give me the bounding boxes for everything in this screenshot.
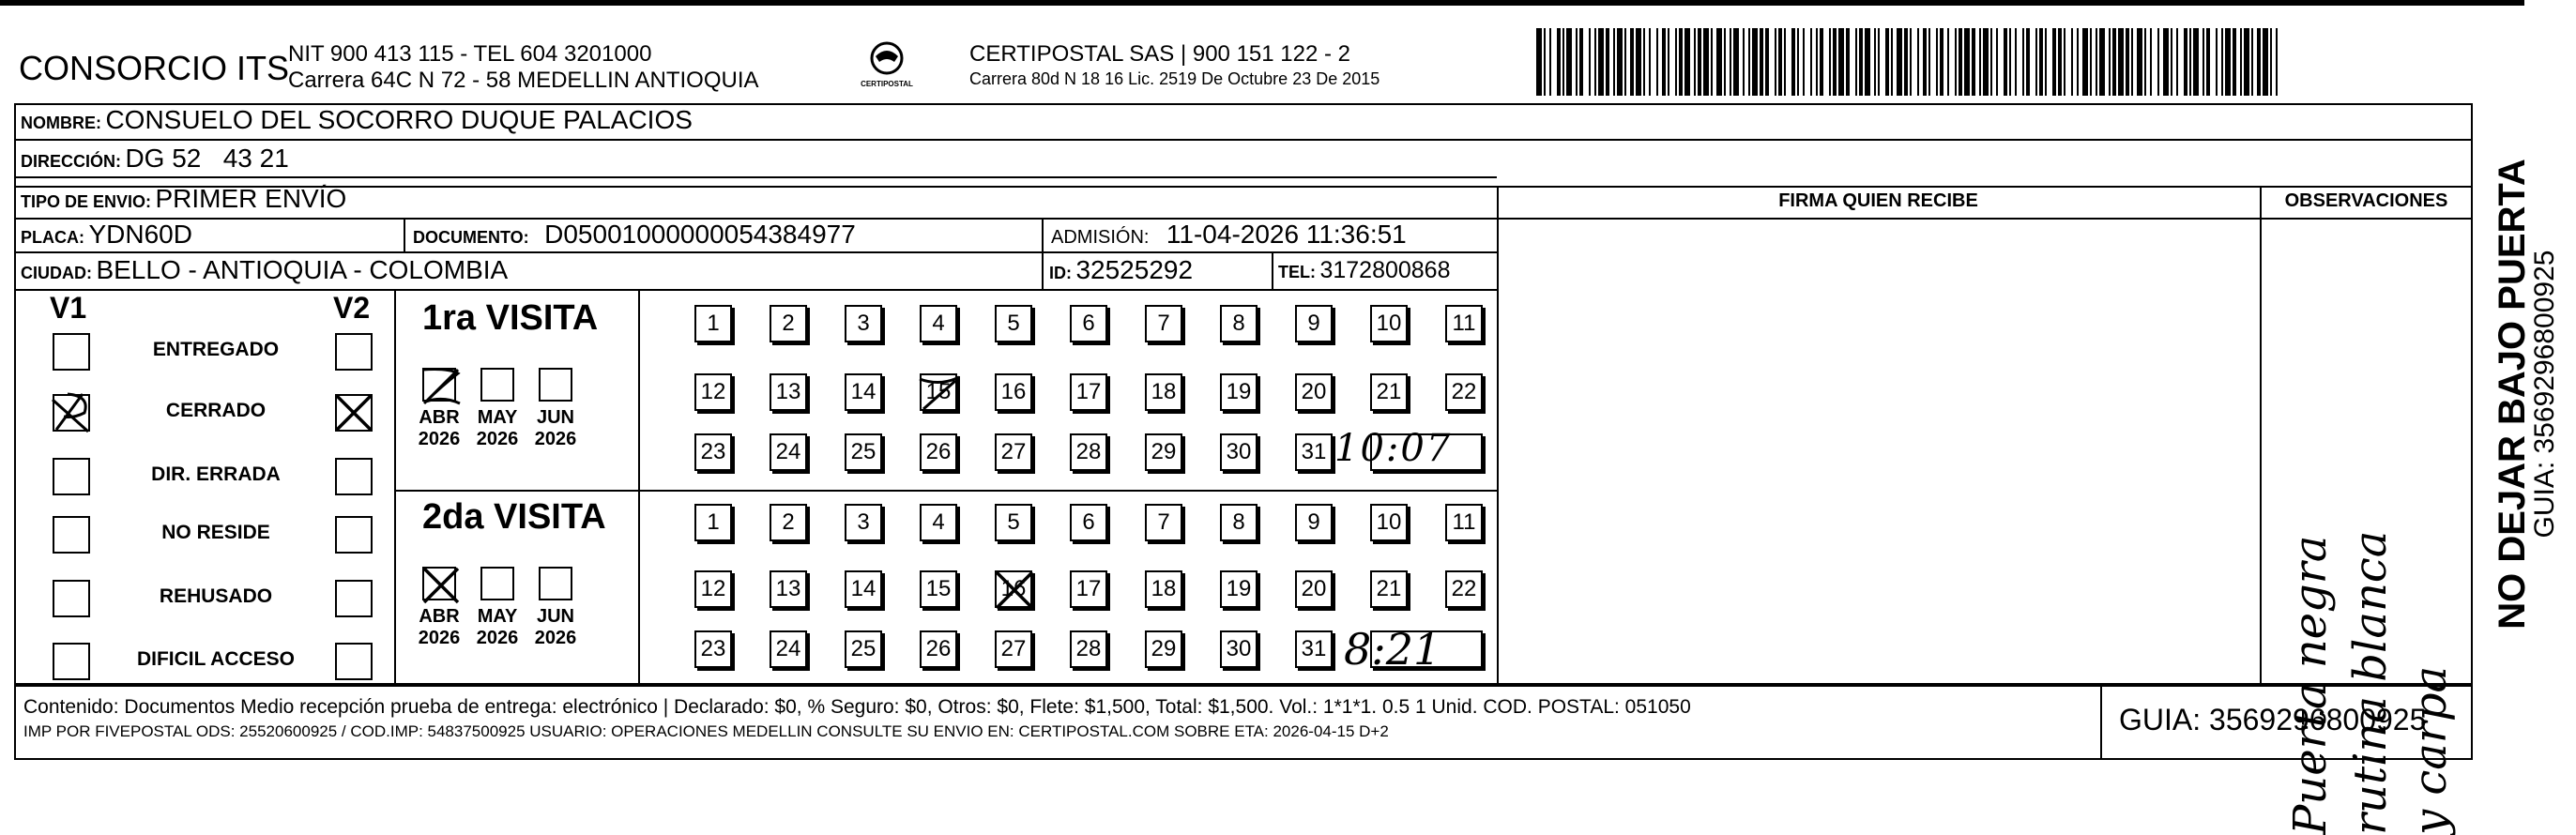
barcode-bar xyxy=(1928,28,1930,96)
barcode-bar xyxy=(2203,28,2204,96)
day-box[interactable]: 11 xyxy=(1445,504,1483,541)
barcode-bar xyxy=(1694,28,1696,96)
barcode-bar xyxy=(2015,28,2017,96)
barcode-bar xyxy=(1791,28,1795,96)
day-box[interactable]: 15 xyxy=(920,570,957,608)
barcode-bar xyxy=(1891,28,1893,96)
nombre-row xyxy=(21,105,693,135)
barcode-bar xyxy=(2126,28,2129,96)
barcode-bar xyxy=(1797,28,1799,96)
observation-line-2: rutina blanca xyxy=(2344,530,2397,835)
barcode-bar xyxy=(1897,28,1902,96)
barcode-bar xyxy=(2184,28,2187,96)
barcode-bar xyxy=(1752,28,1758,96)
barcode-bar xyxy=(1579,28,1583,96)
barcode-bar xyxy=(1656,28,1658,96)
status-option-label: DIR. ERRADA xyxy=(151,463,281,485)
barcode-bar xyxy=(1990,28,1992,96)
barcode-bar xyxy=(1675,28,1677,96)
barcode-bar xyxy=(1947,28,1949,96)
day-box[interactable]: 2 xyxy=(770,305,807,342)
v1-checkbox[interactable] xyxy=(53,580,90,617)
day-box[interactable]: 12 xyxy=(694,570,732,608)
ciudad-label: CIUDAD: xyxy=(21,264,92,282)
barcode-bar xyxy=(2221,28,2223,96)
courier-address: Carrera 80d N 18 16 Lic. 2519 De Octubre 23 De 2015 xyxy=(969,69,1380,88)
barcode-bar xyxy=(1778,28,1782,96)
barcode-bar xyxy=(1684,28,1690,96)
day-box[interactable]: 11 xyxy=(1445,305,1483,342)
second-visit-time: 8:21 xyxy=(1344,624,1441,675)
barcode-bar xyxy=(1760,28,1763,96)
day-box[interactable]: 29 xyxy=(1145,630,1182,668)
barcode-bar xyxy=(1536,28,1542,96)
day-box[interactable]: 18 xyxy=(1145,373,1182,411)
day-box[interactable]: 30 xyxy=(1220,433,1258,471)
barcode-bar xyxy=(1698,28,1701,96)
barcode-bar xyxy=(2131,28,2133,96)
day-box[interactable]: 19 xyxy=(1220,373,1258,411)
day-box[interactable]: 10 xyxy=(1370,504,1408,541)
barcode-bar xyxy=(1878,28,1880,96)
ciudad-row xyxy=(21,255,508,285)
barcode-bar xyxy=(1606,28,1609,96)
v2-checkbox[interactable] xyxy=(335,333,373,371)
v1-checkbox[interactable] xyxy=(53,333,90,371)
day-box[interactable]: 5 xyxy=(995,305,1032,342)
barcode-bar xyxy=(2233,28,2236,96)
day-box[interactable]: 22 xyxy=(1445,373,1483,411)
barcode-bar xyxy=(1643,28,1645,96)
tel-label: TEL: xyxy=(1278,263,1316,281)
barcode-bar xyxy=(1743,28,1745,96)
day-box[interactable]: 23 xyxy=(694,630,732,668)
barcode xyxy=(1536,28,2287,96)
day-box[interactable]: 29 xyxy=(1145,433,1182,471)
certipostal-logo xyxy=(849,38,924,94)
barcode-bar xyxy=(1716,28,1722,96)
barcode-bar xyxy=(1833,28,1837,96)
day-box[interactable]: 3 xyxy=(845,305,882,342)
id-value: 32525292 xyxy=(1075,255,1194,284)
footer-imp: IMP POR FIVEPOSTAL ODS: 25520600925 / COD.IMP: 54837500925 USUARIO: OPERACIONES MEDELLIN CONSULTE SU ENVIO EN: CERTIPOSTAL.COM SOBRE ETA: 2026-04-15 D+2 xyxy=(23,722,1389,740)
svg-text:CERTIPOSTAL: CERTIPOSTAL xyxy=(861,80,913,88)
barcode-bar xyxy=(2082,28,2088,96)
placa-value: YDN60D xyxy=(88,220,192,249)
month-checkbox[interactable] xyxy=(422,368,456,402)
barcode-bar xyxy=(1972,28,1975,96)
day-box[interactable]: 19 xyxy=(1220,570,1258,608)
barcode-bar xyxy=(1829,28,1831,96)
nombre-label: NOMBRE: xyxy=(21,114,101,132)
barcode-bar xyxy=(1855,28,1857,96)
day-box[interactable]: 16 xyxy=(995,570,1032,608)
tipo-row xyxy=(21,184,346,214)
day-box[interactable]: 25 xyxy=(845,630,882,668)
barcode-bar xyxy=(1557,28,1561,96)
barcode-bar xyxy=(1765,28,1769,96)
admision-value: 11-04-2026 11:36:51 xyxy=(1166,220,1407,249)
barcode-bar xyxy=(1803,28,1805,96)
day-box[interactable]: 31 xyxy=(1295,433,1333,471)
day-box[interactable]: 26 xyxy=(920,630,957,668)
v1-checkbox[interactable] xyxy=(53,394,90,432)
barcode-bar xyxy=(1624,28,1626,96)
month-label: MAY 2026 xyxy=(476,407,519,449)
barcode-bar xyxy=(2045,28,2047,96)
day-box[interactable]: 7 xyxy=(1145,305,1182,342)
day-box[interactable]: 14 xyxy=(845,570,882,608)
barcode-bar xyxy=(1549,28,1551,96)
day-box[interactable]: 5 xyxy=(995,504,1032,541)
direccion-row xyxy=(21,144,289,174)
barcode-bar xyxy=(2109,28,2111,96)
first-visit-title: 1ra VISITA xyxy=(422,298,599,338)
day-box[interactable]: 1 xyxy=(694,504,732,541)
barcode-bar xyxy=(1775,28,1776,96)
day-box[interactable]: 15 xyxy=(920,373,957,411)
v2-checkbox[interactable] xyxy=(335,516,373,554)
month-label: ABR 2026 xyxy=(418,606,461,648)
barcode-bar xyxy=(2064,28,2065,96)
barcode-bar xyxy=(1662,28,1666,96)
barcode-bar xyxy=(1964,28,1970,96)
barcode-bar xyxy=(2193,28,2199,96)
day-box[interactable]: 6 xyxy=(1070,504,1107,541)
ciudad-value: BELLO - ANTIOQUIA - COLOMBIA xyxy=(96,255,509,284)
day-box[interactable]: 13 xyxy=(770,373,807,411)
month-checkbox[interactable] xyxy=(480,368,514,402)
company-address: Carrera 64C N 72 - 58 MEDELLIN ANTIOQUIA xyxy=(288,68,759,93)
barcode-bar xyxy=(1630,28,1634,96)
status-option-label: DIFICIL ACCESO xyxy=(136,648,295,670)
barcode-bar xyxy=(2263,28,2268,96)
barcode-bar xyxy=(1816,28,1818,96)
day-box[interactable]: 9 xyxy=(1295,504,1333,541)
day-box[interactable]: 21 xyxy=(1370,373,1408,411)
month-checkbox[interactable] xyxy=(539,368,572,402)
day-box[interactable]: 4 xyxy=(920,504,957,541)
status-option-label: REHUSADO xyxy=(159,585,273,607)
day-box[interactable]: 25 xyxy=(845,433,882,471)
status-option-label: CERRADO xyxy=(165,400,267,421)
barcode-bar xyxy=(2163,28,2169,96)
day-box[interactable]: 13 xyxy=(770,570,807,608)
barcode-bar xyxy=(2022,28,2024,96)
direccion-label: DIRECCIÓN: xyxy=(21,152,121,171)
day-box[interactable]: 22 xyxy=(1445,570,1483,608)
tel-value: 3172800868 xyxy=(1319,257,1451,283)
barcode-bar xyxy=(1636,28,1641,96)
footer-guia: GUIA: 3569296800925 xyxy=(2119,703,2427,736)
second-visit-title: 2da VISITA xyxy=(422,497,606,537)
direccion-value: DG 52 43 21 xyxy=(125,144,289,173)
barcode-bar xyxy=(1668,28,1669,96)
barcode-bar xyxy=(1859,28,1863,96)
day-box[interactable]: 2 xyxy=(770,504,807,541)
barcode-bar xyxy=(2206,28,2210,96)
barcode-bar xyxy=(2090,28,2092,96)
month-checkbox[interactable] xyxy=(539,567,572,600)
barcode-bar xyxy=(1562,28,1564,96)
barcode-bar xyxy=(1784,28,1786,96)
barcode-bar xyxy=(1613,28,1615,96)
month-checkbox[interactable] xyxy=(480,567,514,600)
month-checkbox[interactable] xyxy=(422,567,456,600)
barcode-bar xyxy=(1846,28,1850,96)
footer-frame xyxy=(14,685,2473,760)
barcode-bar xyxy=(1566,28,1572,96)
tipo-value: PRIMER ENVÍO xyxy=(155,184,347,213)
barcode-bar xyxy=(1724,28,1726,96)
id-label: ID: xyxy=(1049,264,1072,282)
day-box[interactable]: 20 xyxy=(1295,373,1333,411)
day-box[interactable]: 16 xyxy=(995,373,1032,411)
side-guia: GUIA: 3569296800925 xyxy=(2529,250,2560,539)
day-box[interactable]: 18 xyxy=(1145,570,1182,608)
barcode-bar xyxy=(2276,28,2278,96)
side-warning: NO DEJAR BAJO PUERTA xyxy=(2492,159,2533,630)
documento-row xyxy=(413,220,856,250)
barcode-bar xyxy=(1885,28,1889,96)
day-box[interactable]: 24 xyxy=(770,433,807,471)
barcode-bar xyxy=(2240,28,2242,96)
day-box[interactable]: 8 xyxy=(1220,504,1258,541)
day-box[interactable]: 21 xyxy=(1370,570,1408,608)
barcode-bar xyxy=(1865,28,1870,96)
barcode-bar xyxy=(1959,28,1962,96)
day-box[interactable]: 26 xyxy=(920,433,957,471)
day-box[interactable]: 9 xyxy=(1295,305,1333,342)
day-box[interactable]: 23 xyxy=(694,433,732,471)
barcode-bar xyxy=(1940,28,1943,96)
barcode-bar xyxy=(1544,28,1546,96)
barcode-bar xyxy=(1649,28,1651,96)
observaciones-label: OBSERVACIONES xyxy=(2284,190,2448,211)
tel-row xyxy=(1278,257,1451,284)
day-box[interactable]: 17 xyxy=(1070,570,1107,608)
day-box[interactable]: 28 xyxy=(1070,433,1107,471)
day-box[interactable]: 3 xyxy=(845,504,882,541)
barcode-bar xyxy=(1748,28,1750,96)
barcode-bar xyxy=(1703,28,1709,96)
observation-line-3: y carpa xyxy=(2404,665,2457,835)
barcode-bar xyxy=(1910,28,1912,96)
v2-label: V2 xyxy=(333,291,371,325)
barcode-bar xyxy=(2009,28,2011,96)
barcode-bar xyxy=(1838,28,1844,96)
day-box[interactable]: 27 xyxy=(995,433,1032,471)
day-box[interactable]: 24 xyxy=(770,630,807,668)
barcode-bar xyxy=(2004,28,2007,96)
barcode-bar xyxy=(1598,28,1604,96)
barcode-bar xyxy=(2171,28,2172,96)
barcode-bar xyxy=(1979,28,1981,96)
placa-label: PLACA: xyxy=(21,228,84,247)
admision-row xyxy=(1051,220,1407,250)
barcode-bar xyxy=(2099,28,2105,96)
placa-row xyxy=(21,220,192,250)
nombre-value: CONSUELO DEL SOCORRO DUQUE PALACIOS xyxy=(105,105,693,134)
footer-content: Contenido: Documentos Medio recepción prueba de entrega: electrónico | Declarado: $0, % Seguro: $0, Otros: $0, Flete: $1,500, Total: $1,500. Vol.: 1*1*1. 0.5 1 Unid. COD. POSTAL: 051050 xyxy=(23,696,1691,718)
day-box[interactable]: 6 xyxy=(1070,305,1107,342)
barcode-bar xyxy=(1923,28,1927,96)
barcode-bar xyxy=(2244,28,2249,96)
barcode-bar xyxy=(1733,28,1739,96)
day-box[interactable]: 30 xyxy=(1220,630,1258,668)
barcode-bar xyxy=(1996,28,1998,96)
v1-label: V1 xyxy=(50,291,87,325)
barcode-bar xyxy=(1594,28,1596,96)
day-box[interactable]: 7 xyxy=(1145,504,1182,541)
first-visit-time: 10:07 xyxy=(1334,427,1453,470)
barcode-bar xyxy=(2176,28,2178,96)
barcode-bar xyxy=(2096,28,2097,96)
barcode-bar xyxy=(1576,28,1578,96)
tipo-label: TIPO DE ENVIO: xyxy=(21,192,152,211)
barcode-bar xyxy=(2144,28,2146,96)
documento-value: D05001000000054384977 xyxy=(544,220,856,249)
barcode-bar xyxy=(1936,28,1938,96)
day-box[interactable]: 1 xyxy=(694,305,732,342)
barcode-bar xyxy=(1679,28,1683,96)
company-name: CONSORCIO ITS xyxy=(19,49,290,87)
day-box[interactable]: 31 xyxy=(1295,630,1333,668)
day-box[interactable]: 4 xyxy=(920,305,957,342)
barcode-bar xyxy=(1810,28,1812,96)
barcode-bar xyxy=(1711,28,1713,96)
barcode-bar xyxy=(2157,28,2159,96)
day-box[interactable]: 20 xyxy=(1295,570,1333,608)
v1-checkbox[interactable] xyxy=(53,516,90,554)
status-option-label: NO RESIDE xyxy=(161,522,270,543)
v1-checkbox[interactable] xyxy=(53,458,90,495)
barcode-bar xyxy=(2251,28,2253,96)
v2-checkbox[interactable] xyxy=(335,458,373,495)
barcode-bar xyxy=(2077,28,2079,96)
signature-area[interactable] xyxy=(1499,220,2258,683)
month-label: JUN 2026 xyxy=(534,407,577,449)
barcode-bar xyxy=(2071,28,2073,96)
day-box[interactable]: 14 xyxy=(845,373,882,411)
barcode-bar xyxy=(1730,28,1731,96)
id-row xyxy=(1049,255,1193,285)
day-box[interactable]: 17 xyxy=(1070,373,1107,411)
barcode-bar xyxy=(1917,28,1919,96)
observation-line-1: Puerta negra xyxy=(2284,535,2337,835)
v2-checkbox[interactable] xyxy=(335,394,373,432)
barcode-bar xyxy=(1904,28,1908,96)
barcode-bar xyxy=(1617,28,1623,96)
company-nit: NIT 900 413 115 - TEL 604 3201000 xyxy=(288,41,652,67)
barcode-bar xyxy=(2216,28,2218,96)
barcode-bar xyxy=(1983,28,1989,96)
barcode-bar xyxy=(2112,28,2116,96)
day-box[interactable]: 27 xyxy=(995,630,1032,668)
status-option-label: ENTREGADO xyxy=(152,339,280,360)
barcode-bar xyxy=(2118,28,2124,96)
v2-checkbox[interactable] xyxy=(335,580,373,617)
barcode-bar xyxy=(1589,28,1591,96)
barcode-bar xyxy=(1820,28,1823,96)
barcode-bar xyxy=(2189,28,2191,96)
barcode-bar xyxy=(2150,28,2152,96)
barcode-bar xyxy=(1874,28,1876,96)
day-box[interactable]: 10 xyxy=(1370,305,1408,342)
top-border xyxy=(0,0,2524,6)
barcode-bar xyxy=(2035,28,2037,96)
month-label: ABR 2026 xyxy=(418,407,461,449)
month-label: JUN 2026 xyxy=(534,606,577,648)
day-box[interactable]: 8 xyxy=(1220,305,1258,342)
barcode-bar xyxy=(2058,28,2062,96)
barcode-bar xyxy=(2137,28,2142,96)
barcode-bar xyxy=(2257,28,2261,96)
day-box[interactable]: 28 xyxy=(1070,630,1107,668)
barcode-bar xyxy=(2052,28,2056,96)
courier-name: CERTIPOSTAL SAS | 900 151 122 - 2 xyxy=(969,41,1350,67)
v2-checkbox[interactable] xyxy=(335,643,373,680)
documento-label: DOCUMENTO: xyxy=(413,228,529,247)
barcode-bar xyxy=(2270,28,2272,96)
admision-label: ADMISIÓN: xyxy=(1051,227,1150,248)
barcode-bar xyxy=(1955,28,1957,96)
barcode-bar xyxy=(2039,28,2043,96)
barcode-bar xyxy=(2026,28,2030,96)
firma-label: FIRMA QUIEN RECIBE xyxy=(1778,190,1978,211)
month-label: MAY 2026 xyxy=(476,606,519,648)
day-box[interactable]: 12 xyxy=(694,373,732,411)
barcode-bar xyxy=(2225,28,2231,96)
v1-checkbox[interactable] xyxy=(53,643,90,680)
